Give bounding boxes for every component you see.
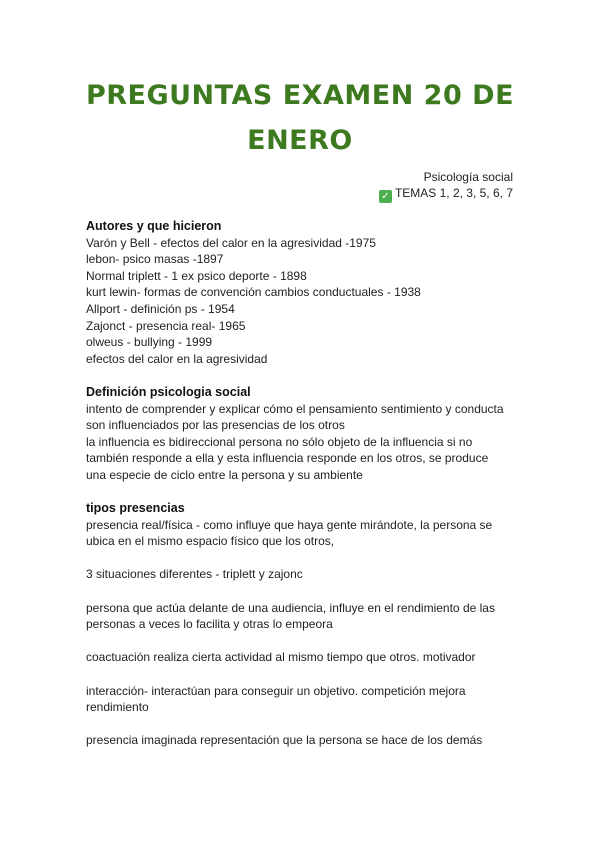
- spacer: [86, 550, 516, 567]
- topics-line: [379, 186, 513, 203]
- text-line: rendimiento: [86, 700, 149, 715]
- text-line: coactuación realiza cierta actividad al mismo tiempo que otros. motivador: [86, 650, 476, 665]
- section-definicion: [86, 384, 516, 484]
- list-item: Allport - definición ps - 1954: [86, 301, 235, 316]
- text-line: personas a veces lo facilita y otras lo empeora: [86, 617, 333, 632]
- section-heading: Autores y que hicieron: [86, 219, 222, 233]
- text-line: interacción- interactúan para conseguir un objetivo. competición mejora: [86, 683, 466, 698]
- list-item: efectos del calor en la agresividad: [86, 351, 268, 366]
- list-item: Normal triplett - 1 ex psico deporte - 1898: [86, 268, 307, 283]
- topics-label: TEMAS 1, 2, 3, 5, 6, 7: [394, 186, 513, 200]
- text-line: presencia real/física - como influye que haya gente mirándote, la persona se: [86, 517, 493, 532]
- spacer: [86, 583, 516, 600]
- spacer: [86, 633, 516, 650]
- list-item: kurt lewin- formas de convención cambios conductuales - 1938: [86, 285, 421, 300]
- section-autores: [86, 218, 516, 367]
- page-title-line-1: PREGUNTAS EXAMEN 20 DE: [85, 80, 515, 111]
- list-item: Zajonct - presencia real- 1965: [86, 318, 246, 333]
- text-line: ubica en el mismo espacio físico que los otros,: [86, 534, 335, 549]
- spacer: [86, 716, 516, 733]
- section-tipos: [86, 500, 516, 749]
- subject-label: Psicología social: [423, 170, 513, 184]
- list-item: Varón y Bell - efectos del calor en la agresividad -1975: [86, 235, 376, 250]
- page-title-line-2: ENERO: [247, 125, 353, 156]
- section-heading: tipos presencias: [86, 501, 185, 516]
- list-item: lebon- psico masas -1897: [86, 252, 224, 267]
- text-line: una especie de ciclo entre la persona y su ambiente: [86, 467, 363, 482]
- text-line: intento de comprender y explicar cómo el pensamiento sentimiento y conducta: [86, 401, 504, 416]
- text-line: 3 situaciones diferentes - triplett y zajonc: [86, 567, 303, 582]
- document-body: [86, 218, 516, 749]
- text-line: también responde a ella y esta influencia responde en los otros, se produce: [86, 451, 489, 466]
- text-line: la influencia es bidireccional persona no sólo objeto de la influencia si no: [86, 434, 473, 449]
- text-line: persona que actúa delante de una audiencia, influye en el rendimiento de las: [86, 600, 495, 615]
- list-item: olweus - bullying - 1999: [86, 335, 213, 350]
- text-line: presencia imaginada representación que la persona se hace de los demás: [86, 733, 483, 748]
- section-heading: Definición psicologia social: [86, 384, 251, 399]
- check-mark-icon: ✓: [379, 190, 392, 203]
- spacer: [86, 666, 516, 683]
- text-line: son influenciados por las presencias de los otros: [86, 418, 345, 433]
